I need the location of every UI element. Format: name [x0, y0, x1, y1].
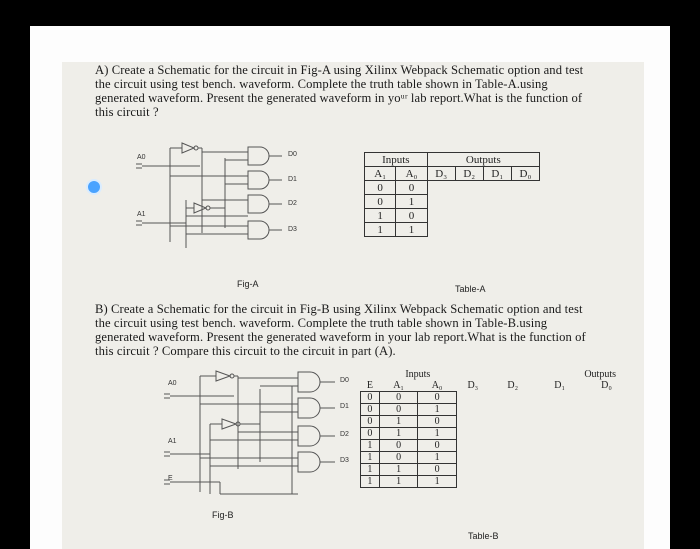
- table-a-col-header: D₃: [427, 167, 455, 181]
- table-b-col-header: D₁: [554, 380, 565, 392]
- table-a-col-header: D₁: [483, 167, 511, 181]
- part-b-line-3: generated waveform. Present the generated waveform in your lab report.What is the function of: [95, 330, 586, 344]
- table-a-cell: 1: [365, 209, 396, 223]
- table-b-col-header: D₃: [467, 380, 479, 392]
- table-row: [365, 195, 540, 209]
- table-a-cell: 0: [396, 209, 427, 223]
- table-b-cell: 1: [379, 428, 418, 440]
- fig-b-label-d1: D1: [340, 403, 349, 410]
- table-a: [364, 152, 540, 237]
- table-b-cell: 1: [361, 476, 380, 488]
- table-b-cell: 1: [379, 476, 418, 488]
- table-b: [360, 369, 630, 488]
- table-b-col-header: D₀: [601, 380, 612, 392]
- table-row: [365, 223, 540, 237]
- fig-a-circuit: [130, 138, 310, 253]
- fig-a-label-d1: D1: [288, 176, 297, 183]
- fig-b-label-e: E: [168, 475, 173, 482]
- touch-indicator: [86, 179, 102, 195]
- table-b-spacer: [456, 369, 489, 380]
- table-row: [361, 416, 631, 428]
- part-a-line-3: generated waveform. Present the generated waveform in yoᵘʳ lab report.What is the function of: [95, 91, 583, 105]
- table-b-cell: 0: [361, 428, 380, 440]
- table-b-col-header: A₀: [431, 380, 443, 391]
- table-b-cell: 0: [379, 404, 418, 416]
- table-b-cell: 0: [361, 404, 380, 416]
- table-row: [365, 209, 540, 223]
- part-b-line-4: this circuit ? Compare this circuit to the circuit in part (A).: [95, 344, 396, 358]
- fig-a-label-d3: D3: [288, 226, 297, 233]
- table-b-cell: 1: [418, 476, 457, 488]
- fig-b-label-a1: A1: [168, 438, 177, 445]
- fig-a-caption: Fig-A: [237, 279, 259, 289]
- table-b-cell: 0: [361, 416, 380, 428]
- table-row: [361, 452, 631, 464]
- fig-b-label-a0: A0: [168, 380, 177, 387]
- table-row: [361, 464, 631, 476]
- table-a-inputs-header: Inputs: [365, 153, 428, 167]
- fig-b-label-d2: D2: [340, 431, 349, 438]
- table-row: [361, 440, 631, 452]
- table-a-cell: 0: [396, 181, 427, 195]
- table-a-col-header: D₀: [511, 167, 539, 181]
- table-b-cell: 0: [379, 440, 418, 452]
- fig-a-label-a0: A0: [137, 154, 146, 161]
- table-b-cell: 1: [361, 440, 380, 452]
- table-b-col-header: D₂: [507, 380, 519, 392]
- table-a-col-header: D₂: [455, 167, 483, 181]
- fig-b-circuit: [160, 364, 360, 514]
- table-a-cell: 1: [365, 223, 396, 237]
- table-row: [361, 404, 631, 416]
- table-b-col-header: A₁: [393, 380, 404, 391]
- table-row: [361, 476, 631, 488]
- fig-b-caption: Fig-B: [212, 510, 234, 520]
- fig-b-label-d3: D3: [340, 457, 349, 464]
- table-b-cell: 1: [379, 416, 418, 428]
- table-b-cell: 1: [379, 464, 418, 476]
- top-black-band: [0, 0, 700, 26]
- fig-a-label-d2: D2: [288, 200, 297, 207]
- table-b-outputs-header: Outputs: [584, 369, 616, 380]
- table-b-cell: 0: [379, 452, 418, 464]
- table-a-cell: 1: [396, 195, 427, 209]
- table-b-cell: 1: [361, 464, 380, 476]
- table-b-cell: 0: [418, 416, 457, 428]
- table-b-cell: 1: [418, 428, 457, 440]
- part-b-line-1: B) Create a Schematic for the circuit in Fig-B using Xilinx Webpack Schematic option and test: [95, 302, 583, 316]
- table-b-cell: 1: [361, 452, 380, 464]
- table-row: [361, 392, 631, 404]
- table-row: [365, 181, 540, 195]
- table-row: [361, 428, 631, 440]
- table-a-outputs-header: Outputs: [427, 153, 539, 167]
- table-b-cell: 0: [418, 440, 457, 452]
- table-b-cell: 0: [379, 392, 418, 404]
- fig-a-label-a1: A1: [137, 211, 146, 218]
- table-b-inputs-header: Inputs: [405, 369, 431, 380]
- table-b-cell: 0: [361, 392, 380, 404]
- table-b-cell: 0: [418, 464, 457, 476]
- table-a-col-header: A₁: [365, 167, 396, 181]
- part-a-line-1: A) Create a Schematic for the circuit in Fig-A using Xilinx Webpack Schematic option and test: [95, 63, 584, 77]
- table-b-spacer: [361, 369, 380, 380]
- table-a-cell: 0: [365, 195, 396, 209]
- table-a-cell: 0: [365, 181, 396, 195]
- fig-a-label-d0: D0: [288, 151, 297, 158]
- table-b-cell: 1: [418, 404, 457, 416]
- table-b-cell: 0: [418, 392, 457, 404]
- part-a-line-4: this circuit ?: [95, 105, 159, 119]
- table-a-caption: Table-A: [455, 284, 486, 294]
- table-a-col-header: A₀: [396, 167, 427, 181]
- fig-b-label-d0: D0: [340, 377, 349, 384]
- part-b-line-2: the circuit using test bench. waveform. Complete the truth table shown in Table-B.using: [95, 316, 548, 330]
- table-a-cell: 1: [396, 223, 427, 237]
- table-b-cell: 1: [418, 452, 457, 464]
- part-a-line-2: the circuit using test bench. waveform. Complete the truth table shown in Table-A.using: [95, 77, 548, 91]
- table-b-col-header: E: [366, 380, 373, 391]
- table-b-caption: Table-B: [468, 531, 499, 541]
